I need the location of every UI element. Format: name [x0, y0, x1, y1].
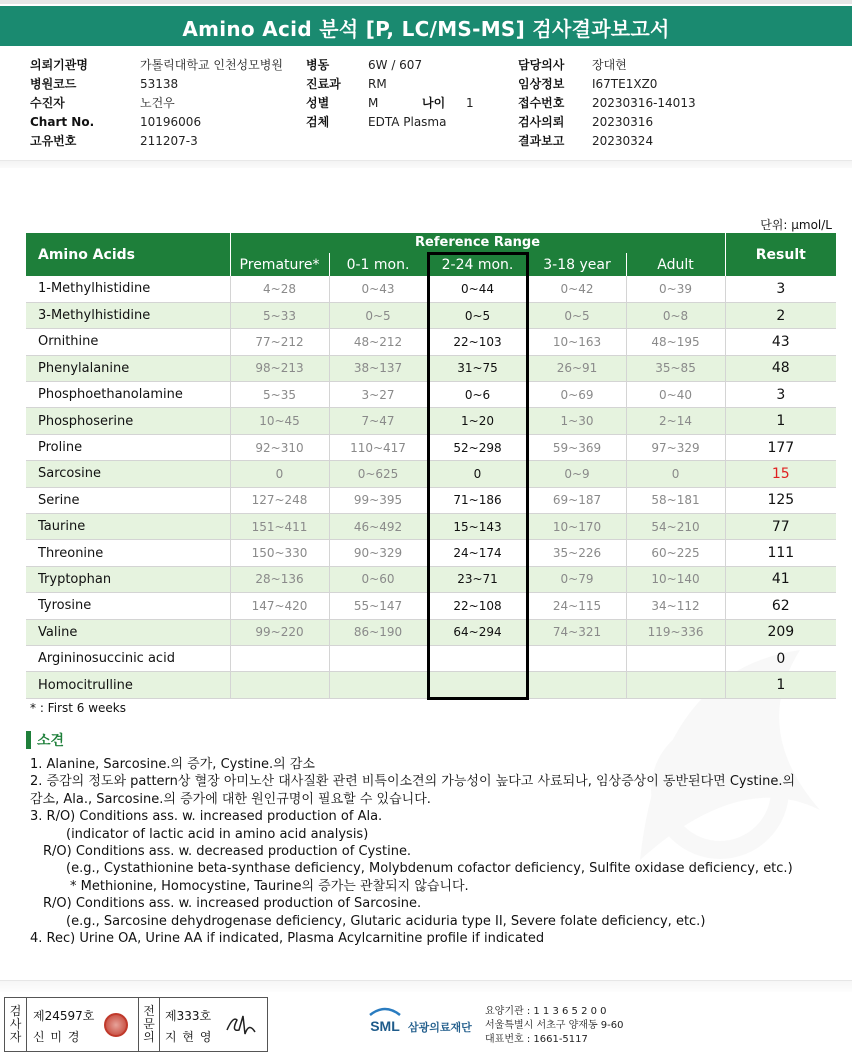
report-title: Amino Acid 분석 [P, LC/MS-MS] 검사결과보고서 — [182, 17, 670, 41]
reference-range-cell: 10~163 — [527, 329, 626, 355]
result-cell: 3 — [725, 382, 836, 408]
info-value: 20230324 — [592, 134, 654, 148]
comment-line: (indicator of lactic acid in amino acid analysis) — [66, 826, 369, 842]
info-value: 20230316 — [592, 115, 654, 129]
reference-range-cell: 64~294 — [428, 619, 527, 645]
findings-comments — [30, 756, 830, 947]
header-range-2: 2-24 mon. — [428, 253, 527, 276]
amino-acid-name: Homocitrulline — [26, 672, 230, 698]
reference-range-cell: 22~108 — [428, 593, 527, 619]
tester-label — [5, 998, 27, 1051]
header-range-4: Adult — [626, 253, 725, 276]
reference-range-cell: 99~220 — [230, 619, 329, 645]
vertical-label-char: 검 — [9, 1004, 22, 1018]
info-row — [518, 56, 768, 75]
lab-address: 서울특별시 서초구 양재동 9-60 — [485, 1020, 624, 1031]
reference-range-cell: 0 — [428, 461, 527, 487]
table-row — [26, 566, 836, 592]
reference-range-cell: 22~103 — [428, 329, 527, 355]
reference-range-cell: 86~190 — [329, 619, 428, 645]
reference-range-cell: 147~420 — [230, 593, 329, 619]
info-row — [518, 113, 768, 132]
reference-range-cell: 0~5 — [527, 302, 626, 328]
reference-range-cell: 1~30 — [527, 408, 626, 434]
header-reference-range: Reference Range — [230, 233, 725, 253]
bottom-divider — [0, 980, 852, 992]
info-value: 10196006 — [140, 115, 202, 129]
info-row — [30, 56, 330, 75]
info-value: 가톨릭대학교 인천성모병원 — [140, 58, 283, 72]
table-row — [26, 593, 836, 619]
vertical-label-char: 문 — [143, 1017, 155, 1031]
unit-label: 단위: μmol/L — [760, 218, 832, 232]
reference-range-cell: 26~91 — [527, 355, 626, 381]
table-row — [26, 302, 836, 328]
result-cell: 3 — [725, 276, 836, 302]
result-cell: 0 — [725, 645, 836, 671]
table-row — [26, 672, 836, 698]
header-range-3: 3-18 year — [527, 253, 626, 276]
reference-range-cell: 1~20 — [428, 408, 527, 434]
reviewer-signature — [223, 1012, 259, 1038]
footnote: * : First 6 weeks — [30, 701, 126, 715]
header-amino-acids: Amino Acids — [26, 233, 230, 276]
table-row — [26, 461, 836, 487]
comment-line: (e.g., Sarcosine dehydrogenase deficiency, Glutaric aciduria type II, Severe folate deficiency, etc.) — [66, 913, 706, 929]
reference-range-cell: 31~75 — [428, 355, 527, 381]
result-cell: 77 — [725, 514, 836, 540]
reference-range-cell: 2~14 — [626, 408, 725, 434]
reference-range-cell — [428, 645, 527, 671]
reference-range-cell: 24~174 — [428, 540, 527, 566]
amino-acid-name: Tryptophan — [26, 566, 230, 592]
reference-range-cell: 54~210 — [626, 514, 725, 540]
info-value: 노건우 — [140, 96, 175, 110]
lab-info — [485, 1005, 624, 1047]
info-value: 53138 — [140, 77, 179, 91]
info-label: 담당의사 — [518, 58, 565, 72]
reference-range-cell: 127~248 — [230, 487, 329, 513]
reference-range-cell: 0~43 — [329, 276, 428, 302]
reference-range-cell: 0~40 — [626, 382, 725, 408]
info-label: 결과보고 — [518, 134, 565, 148]
amino-acid-table — [26, 233, 836, 700]
info-label: 진료과 — [306, 77, 341, 91]
info-row — [306, 56, 506, 75]
table-row — [26, 408, 836, 434]
reference-range-cell: 0~42 — [527, 276, 626, 302]
info-label: 성별 — [306, 96, 330, 110]
table-row — [26, 514, 836, 540]
findings-title: 소견 — [37, 733, 65, 749]
info-value: EDTA Plasma — [368, 115, 447, 129]
info-value: M — [368, 96, 379, 110]
reference-range-cell — [329, 672, 428, 698]
reference-range-cell: 38~137 — [329, 355, 428, 381]
age-label: 나이 — [422, 96, 446, 110]
reference-range-cell: 35~226 — [527, 540, 626, 566]
comment-line: * Methionine, Homocystine, Taurine의 증가는 관찰되지 않습니다. — [70, 878, 469, 894]
reference-range-cell: 58~181 — [626, 487, 725, 513]
reference-range-cell: 23~71 — [428, 566, 527, 592]
tester-name: 신 미 경 — [33, 1030, 81, 1044]
result-cell: 48 — [725, 355, 836, 381]
patient-info-col3 — [518, 56, 768, 151]
reviewer-label — [138, 998, 160, 1051]
vertical-label-char: 전 — [143, 1004, 155, 1018]
age-field — [422, 94, 474, 113]
patient-info-col2 — [306, 56, 506, 132]
info-row — [518, 132, 768, 151]
reference-range-cell: 71~186 — [428, 487, 527, 513]
result-cell: 62 — [725, 593, 836, 619]
info-value: 6W / 607 — [368, 58, 423, 72]
comment-line: 감소, Ala., Sarcosine.의 증가에 대한 원인규명이 필요할 수 있습니다. — [30, 791, 431, 807]
divider-band — [0, 160, 852, 168]
reference-range-cell — [527, 672, 626, 698]
reference-range-cell: 60~225 — [626, 540, 725, 566]
reference-range-cell — [428, 672, 527, 698]
reference-range-cell: 15~143 — [428, 514, 527, 540]
amino-acid-name: Valine — [26, 619, 230, 645]
reference-range-cell: 59~369 — [527, 434, 626, 460]
comment-line: 3. R/O) Conditions ass. w. increased production of Ala. — [30, 809, 383, 825]
amino-acid-name: Sarcosine — [26, 461, 230, 487]
reference-range-cell: 52~298 — [428, 434, 527, 460]
comment-line: 4. Rec) Urine OA, Urine AA if indicated, Plasma Acylcarnitine profile if indicated — [30, 931, 545, 947]
amino-acid-name: Ornithine — [26, 329, 230, 355]
reference-range-cell: 0~5 — [329, 302, 428, 328]
comment-line: R/O) Conditions ass. w. increased production of Sarcosine. — [43, 896, 422, 912]
reference-range-cell: 0~8 — [626, 302, 725, 328]
reference-range-cell: 0 — [626, 461, 725, 487]
info-label: 병동 — [306, 58, 330, 72]
result-cell: 1 — [725, 408, 836, 434]
reference-range-cell: 46~492 — [329, 514, 428, 540]
reference-range-cell — [329, 645, 428, 671]
reference-range-cell: 0~9 — [527, 461, 626, 487]
reference-range-cell: 0~79 — [527, 566, 626, 592]
info-row — [30, 132, 330, 151]
sml-logo-text: SML — [370, 1018, 400, 1034]
amino-acid-name: Proline — [26, 434, 230, 460]
info-row — [518, 94, 768, 113]
findings-section-header — [26, 730, 64, 750]
amino-acid-name: 1-Methylhistidine — [26, 276, 230, 302]
reference-range-cell: 10~170 — [527, 514, 626, 540]
reference-range-cell: 110~417 — [329, 434, 428, 460]
info-row — [306, 94, 506, 113]
info-row — [306, 75, 506, 94]
info-label: 의뢰기관명 — [30, 58, 88, 72]
reference-range-cell: 55~147 — [329, 593, 428, 619]
reference-range-cell — [626, 645, 725, 671]
reference-range-cell: 0~5 — [428, 302, 527, 328]
reference-range-cell: 10~45 — [230, 408, 329, 434]
info-row — [30, 113, 330, 132]
reference-range-cell: 35~85 — [626, 355, 725, 381]
reference-range-cell — [230, 672, 329, 698]
reference-range-cell: 69~187 — [527, 487, 626, 513]
amino-acid-name: Threonine — [26, 540, 230, 566]
reference-range-cell: 24~115 — [527, 593, 626, 619]
tester-seal — [104, 1013, 128, 1037]
comment-line: (e.g., Cystathionine beta-synthase deficiency, Molybdenum cofactor deficiency, Sulfite oxidase deficiency, etc.) — [66, 861, 793, 877]
vertical-label-char: 사 — [9, 1017, 22, 1031]
info-value: I67TE1XZ0 — [592, 77, 658, 91]
info-value: 211207-3 — [140, 134, 198, 148]
amino-acid-name: Serine — [26, 487, 230, 513]
lab-code: 요양기관 : 1 1 3 6 5 2 0 0 — [485, 1006, 607, 1017]
reference-range-cell: 97~329 — [626, 434, 725, 460]
comment-line: R/O) Conditions ass. w. decreased production of Cystine. — [43, 844, 412, 860]
info-label: 고유번호 — [30, 134, 77, 148]
reference-range-cell: 98~213 — [230, 355, 329, 381]
vertical-label-char: 의 — [143, 1030, 155, 1044]
vertical-label-char: 자 — [9, 1030, 22, 1044]
result-cell: 125 — [725, 487, 836, 513]
info-label: 검체 — [306, 115, 330, 129]
reference-range-cell: 0~625 — [329, 461, 428, 487]
amino-acid-name: Tyrosine — [26, 593, 230, 619]
section-bar — [26, 731, 31, 749]
top-border — [0, 0, 852, 4]
reference-range-cell: 5~35 — [230, 382, 329, 408]
comment-line: 1. Alanine, Sarcosine.의 증가, Cystine.의 감소 — [30, 757, 315, 772]
reference-range-cell: 3~27 — [329, 382, 428, 408]
lab-phone: 대표번호 : 1661-5117 — [485, 1034, 588, 1045]
reference-range-cell: 48~212 — [329, 329, 428, 355]
reference-range-cell: 4~28 — [230, 276, 329, 302]
header-result: Result — [725, 233, 836, 276]
age-value: 1 — [466, 96, 474, 110]
table-row — [26, 619, 836, 645]
sml-logo-icon — [366, 1005, 404, 1035]
amino-acid-name: Phosphoserine — [26, 408, 230, 434]
signature-box — [4, 997, 268, 1052]
result-cell: 1 — [725, 672, 836, 698]
reference-range-cell: 7~47 — [329, 408, 428, 434]
reference-range-cell: 92~310 — [230, 434, 329, 460]
info-value: RM — [368, 77, 387, 91]
result-cell: 209 — [725, 619, 836, 645]
reference-range-cell: 28~136 — [230, 566, 329, 592]
comment-line: 2. 증감의 정도와 pattern상 혈장 아미노산 대사질환 관련 비특이소견의 가능성이 높다고 사료되나, 임상증상이 동반된다면 Cystine.의 — [30, 774, 796, 790]
info-label: 병원코드 — [30, 77, 77, 91]
reference-range-cell: 0~60 — [329, 566, 428, 592]
reference-range-cell: 5~33 — [230, 302, 329, 328]
reference-range-cell: 151~411 — [230, 514, 329, 540]
reference-range-cell — [626, 672, 725, 698]
result-cell: 15 — [725, 461, 836, 487]
reference-range-cell: 0 — [230, 461, 329, 487]
reference-range-cell: 0~6 — [428, 382, 527, 408]
table-row — [26, 276, 836, 302]
reference-range-cell: 0~69 — [527, 382, 626, 408]
info-row — [30, 94, 330, 113]
header-range-0: Premature* — [230, 253, 329, 276]
reference-range-cell: 90~329 — [329, 540, 428, 566]
reviewer-number: 제333호 — [165, 1009, 212, 1023]
reference-range-cell: 74~321 — [527, 619, 626, 645]
result-cell: 43 — [725, 329, 836, 355]
table-row — [26, 487, 836, 513]
result-cell: 111 — [725, 540, 836, 566]
info-row — [518, 75, 768, 94]
reviewer-name: 지 현 영 — [165, 1030, 213, 1044]
reference-range-cell: 0~44 — [428, 276, 527, 302]
result-cell: 2 — [725, 302, 836, 328]
info-label: 접수번호 — [518, 96, 565, 110]
table-row — [26, 355, 836, 381]
info-row — [30, 75, 330, 94]
amino-acid-name: 3-Methylhistidine — [26, 302, 230, 328]
table-row — [26, 382, 836, 408]
reference-range-cell: 10~140 — [626, 566, 725, 592]
info-row — [306, 113, 506, 132]
info-label: 수진자 — [30, 96, 65, 110]
result-cell: 177 — [725, 434, 836, 460]
reference-range-cell — [230, 645, 329, 671]
reference-range-cell: 99~395 — [329, 487, 428, 513]
table-row — [26, 329, 836, 355]
header-range-1: 0-1 mon. — [329, 253, 428, 276]
table-row — [26, 434, 836, 460]
reference-range-cell: 34~112 — [626, 593, 725, 619]
info-value: 장대현 — [592, 58, 627, 72]
patient-info-col1 — [30, 56, 330, 151]
tester-number: 제24597호 — [33, 1009, 95, 1023]
info-label: 검사의뢰 — [518, 115, 565, 129]
info-label: 임상정보 — [518, 77, 565, 91]
amino-acid-name: Phosphoethanolamine — [26, 382, 230, 408]
amino-acid-name: Taurine — [26, 514, 230, 540]
reference-range-cell: 150~330 — [230, 540, 329, 566]
result-cell: 41 — [725, 566, 836, 592]
reference-range-cell: 0~39 — [626, 276, 725, 302]
info-label: Chart No. — [30, 115, 95, 129]
reference-range-cell: 48~195 — [626, 329, 725, 355]
amino-acid-name: Phenylalanine — [26, 355, 230, 381]
reference-range-cell: 119~336 — [626, 619, 725, 645]
reference-range-cell: 77~212 — [230, 329, 329, 355]
lab-name: 삼광의료재단 — [408, 1021, 472, 1034]
info-value: 20230316-14013 — [592, 96, 696, 110]
table-row — [26, 645, 836, 671]
table-row — [26, 540, 836, 566]
amino-acid-name: Argininosuccinic acid — [26, 645, 230, 671]
title-bar — [0, 6, 852, 46]
reference-range-cell — [527, 645, 626, 671]
